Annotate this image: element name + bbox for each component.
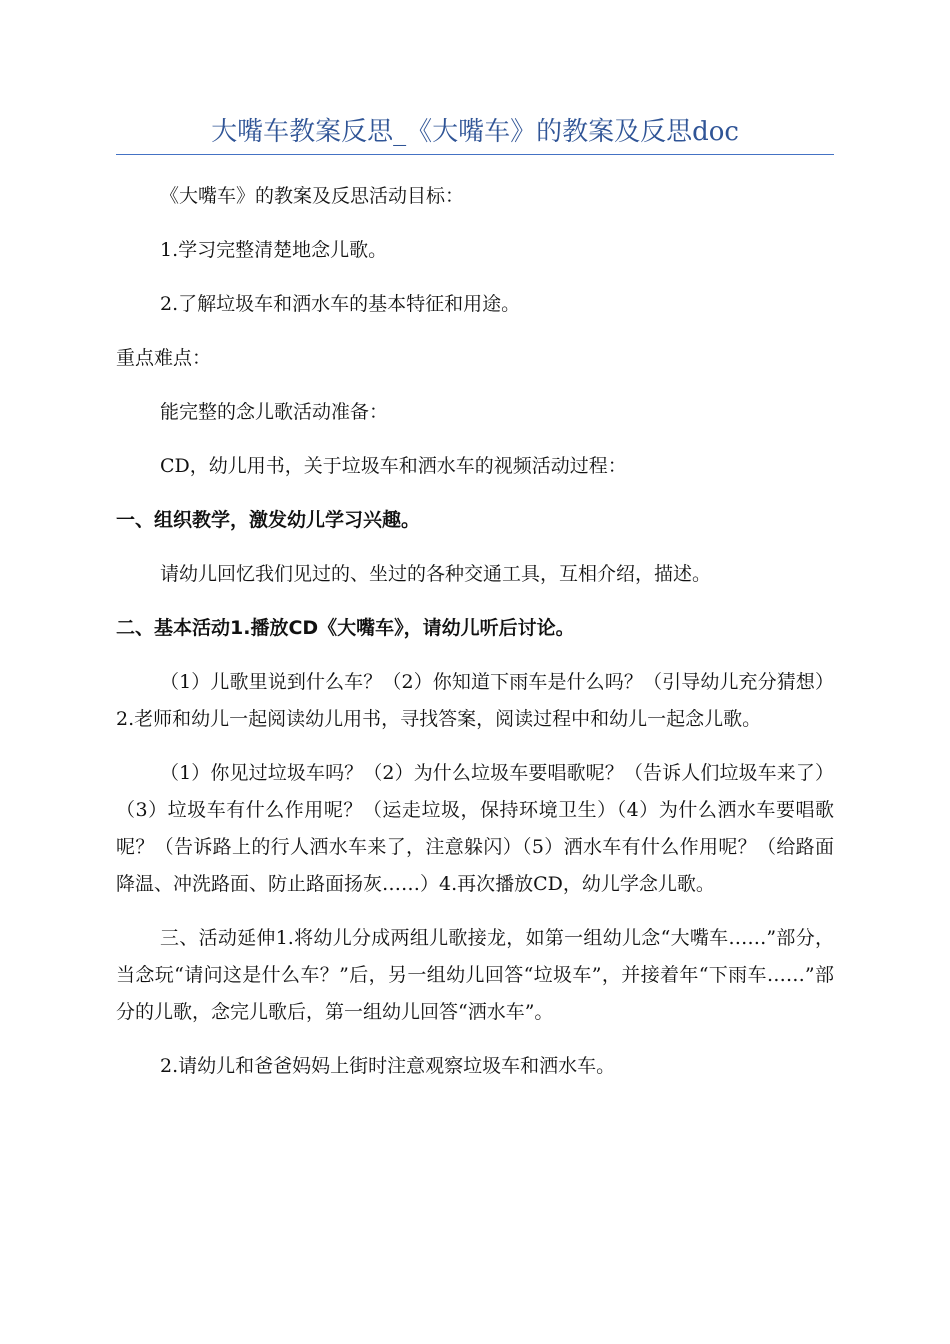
document-body — [116, 178, 834, 1085]
section-heading-2: 二、基本活动1.播放CD《大嘴车》，请幼儿听后讨论。 — [116, 617, 575, 639]
paragraph-questions-2: （1）你见过垃圾车吗？（2）为什么垃圾车要唱歌呢？（告诉人们垃圾车来了）（3）垃圾车有什么作用呢？（运走垃圾，保持环境卫生）（4）为什么洒水车要唱歌呢？（告诉路上的行人洒水车来了，注意躲闪）（5）洒水车有什么作用呢？（给路面降温、冲洗路面、防止路面扬灰……）4.再次播放CD，幼儿学念儿歌。 — [116, 762, 834, 895]
paragraph-section-1: 请幼儿回忆我们见过的、坐过的各种交通工具，互相介绍，描述。 — [160, 563, 712, 585]
paragraph-homework: 2.请幼儿和爸爸妈妈上街时注意观察垃圾车和洒水车。 — [160, 1055, 616, 1077]
paragraph-extension: 三、活动延伸1.将幼儿分成两组儿歌接龙，如第一组幼儿念“大嘴车……”部分，当念玩“请问这是什么车？”后，另一组幼儿回答“垃圾车”，并接着年“下雨车……”部分的儿歌，念完儿歌后，第一组幼儿回答“洒水车”。 — [116, 927, 834, 1023]
paragraph-questions-1: （1）儿歌里说到什么车？（2）你知道下雨车是什么吗？（引导幼儿充分猜想）2.老师和幼儿一起阅读幼儿用书，寻找答案，阅读过程中和幼儿一起念儿歌。 — [116, 671, 834, 730]
document-title: 大嘴车教案反思_《大嘴车》的教案及反思doc — [211, 117, 739, 147]
paragraph-objective-1: 1.学习完整清楚地念儿歌。 — [160, 239, 388, 261]
paragraph-objectives-intro: 《大嘴车》的教案及反思活动目标： — [160, 185, 465, 207]
paragraph-objective-2: 2.了解垃圾车和洒水车的基本特征和用途。 — [160, 293, 521, 315]
paragraph-materials: CD，幼儿用书，关于垃圾车和洒水车的视频活动过程： — [160, 455, 627, 477]
title-underline — [116, 154, 834, 155]
paragraph-key-points-label: 重点难点： — [116, 347, 212, 369]
paragraph-key-points: 能完整的念儿歌活动准备： — [160, 401, 389, 423]
section-heading-1: 一、组织教学，激发幼儿学习兴趣。 — [116, 509, 421, 531]
